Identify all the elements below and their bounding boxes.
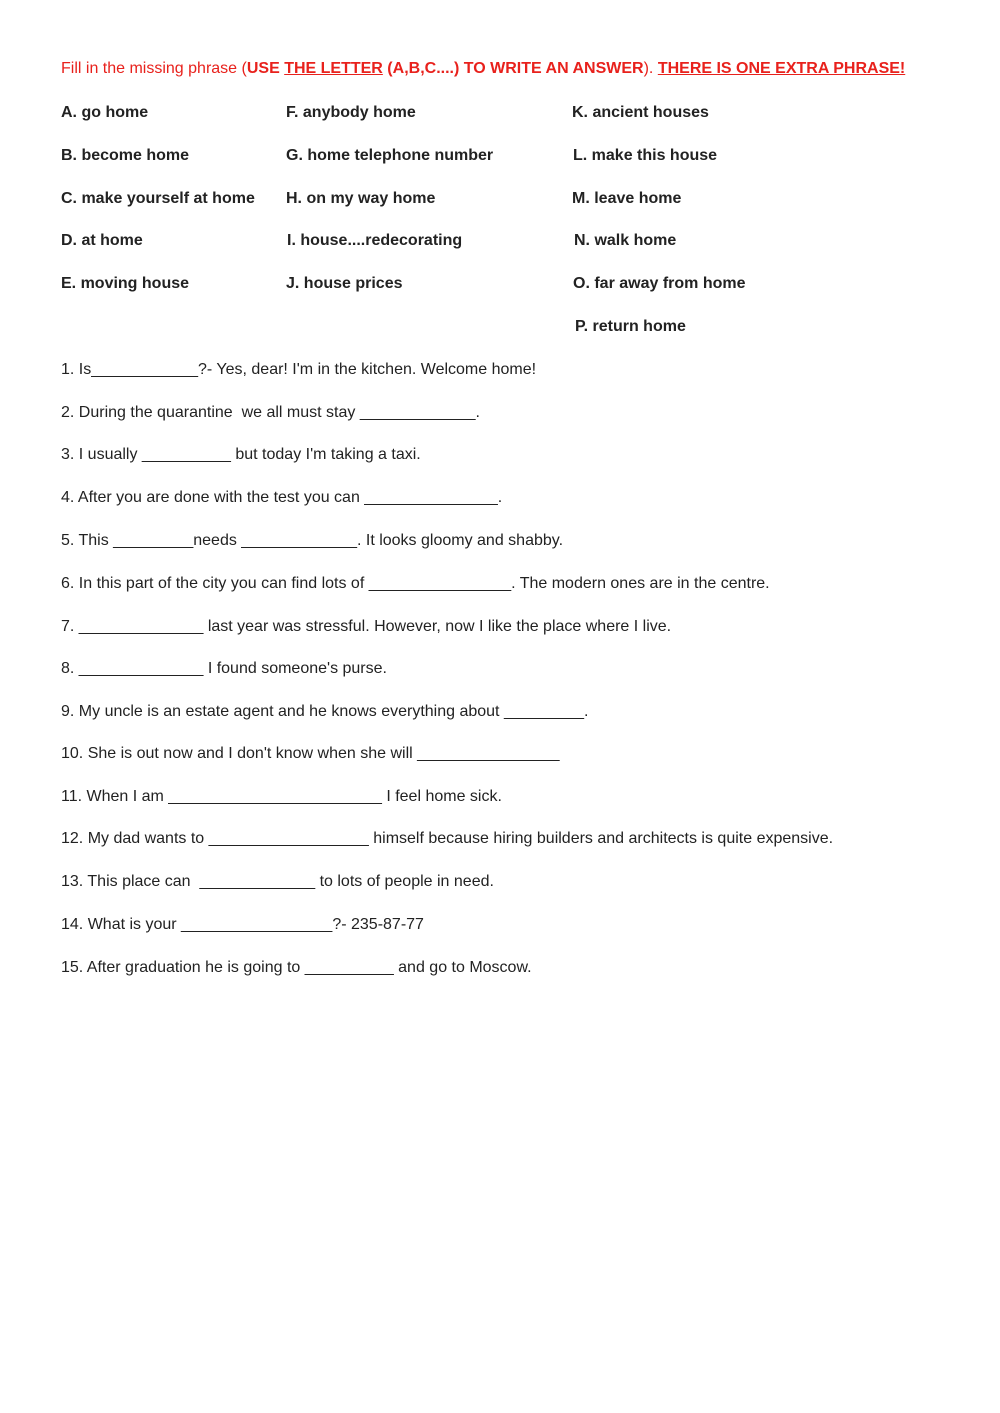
question-9: 9. My uncle is an estate agent and he knows everything about _________. [61, 703, 589, 720]
question-15: 15. After graduation he is going to __________ and go to Moscow. [61, 959, 532, 976]
option-n: N. walk home [574, 232, 677, 249]
question-13: 13. This place can _____________ to lots of people in need. [61, 873, 494, 890]
option-h: H. on my way home [286, 190, 436, 207]
option-e: E. moving house [61, 275, 190, 292]
instruction-extra-phrase: THERE IS ONE EXTRA PHRASE! [657, 60, 906, 77]
option-b: B. become home [61, 147, 190, 164]
option-i: I. house....redecorating [287, 232, 463, 249]
question-11: 11. When I am ________________________ I feel home sick. [61, 788, 502, 805]
option-o: O. far away from home [573, 275, 746, 292]
instruction-the-letter: THE LETTER [284, 60, 383, 77]
instruction-text-start: Fill in the missing phrase ( [61, 60, 247, 77]
question-4: 4. After you are done with the test you can _______________. [61, 489, 503, 506]
question-3: 3. I usually __________ but today I'm taking a taxi. [61, 446, 421, 463]
question-12: 12. My dad wants to __________________ himself because hiring builders and architects is quite expensive. [61, 830, 834, 847]
option-d: D. at home [61, 232, 143, 249]
question-7: 7. ______________ last year was stressful. However, now I like the place where I live. [61, 618, 672, 635]
question-1: 1. Is____________?- Yes, dear! I'm in the kitchen. Welcome home! [61, 361, 537, 378]
option-a: A. go home [61, 104, 149, 121]
question-5: 5. This _________needs _____________. It looks gloomy and shabby. [61, 532, 564, 549]
question-10: 10. She is out now and I don't know when she will ________________ [61, 745, 560, 762]
instruction-answer-format: (A,B,C....) TO WRITE AN ANSWER [382, 60, 644, 77]
option-l: L. make this house [573, 147, 718, 164]
instruction-line [61, 60, 905, 78]
option-m: M. leave home [572, 190, 682, 207]
question-6: 6. In this part of the city you can find lots of ________________. The modern ones are in the centre. [61, 575, 770, 592]
option-j: J. house prices [286, 275, 403, 292]
question-2: 2. During the quarantine we all must stay _____________. [61, 404, 480, 421]
question-8: 8. ______________ I found someone's purse. [61, 660, 387, 677]
option-c: C. make yourself at home [61, 190, 255, 207]
option-f: F. anybody home [286, 104, 416, 121]
instruction-use: USE [246, 60, 285, 77]
option-p: P. return home [575, 318, 686, 335]
instruction-close-paren: ). [643, 60, 658, 77]
question-14: 14. What is your _________________?- 235-87-77 [61, 916, 424, 933]
option-k: K. ancient houses [572, 104, 709, 121]
option-g: G. home telephone number [286, 147, 494, 164]
